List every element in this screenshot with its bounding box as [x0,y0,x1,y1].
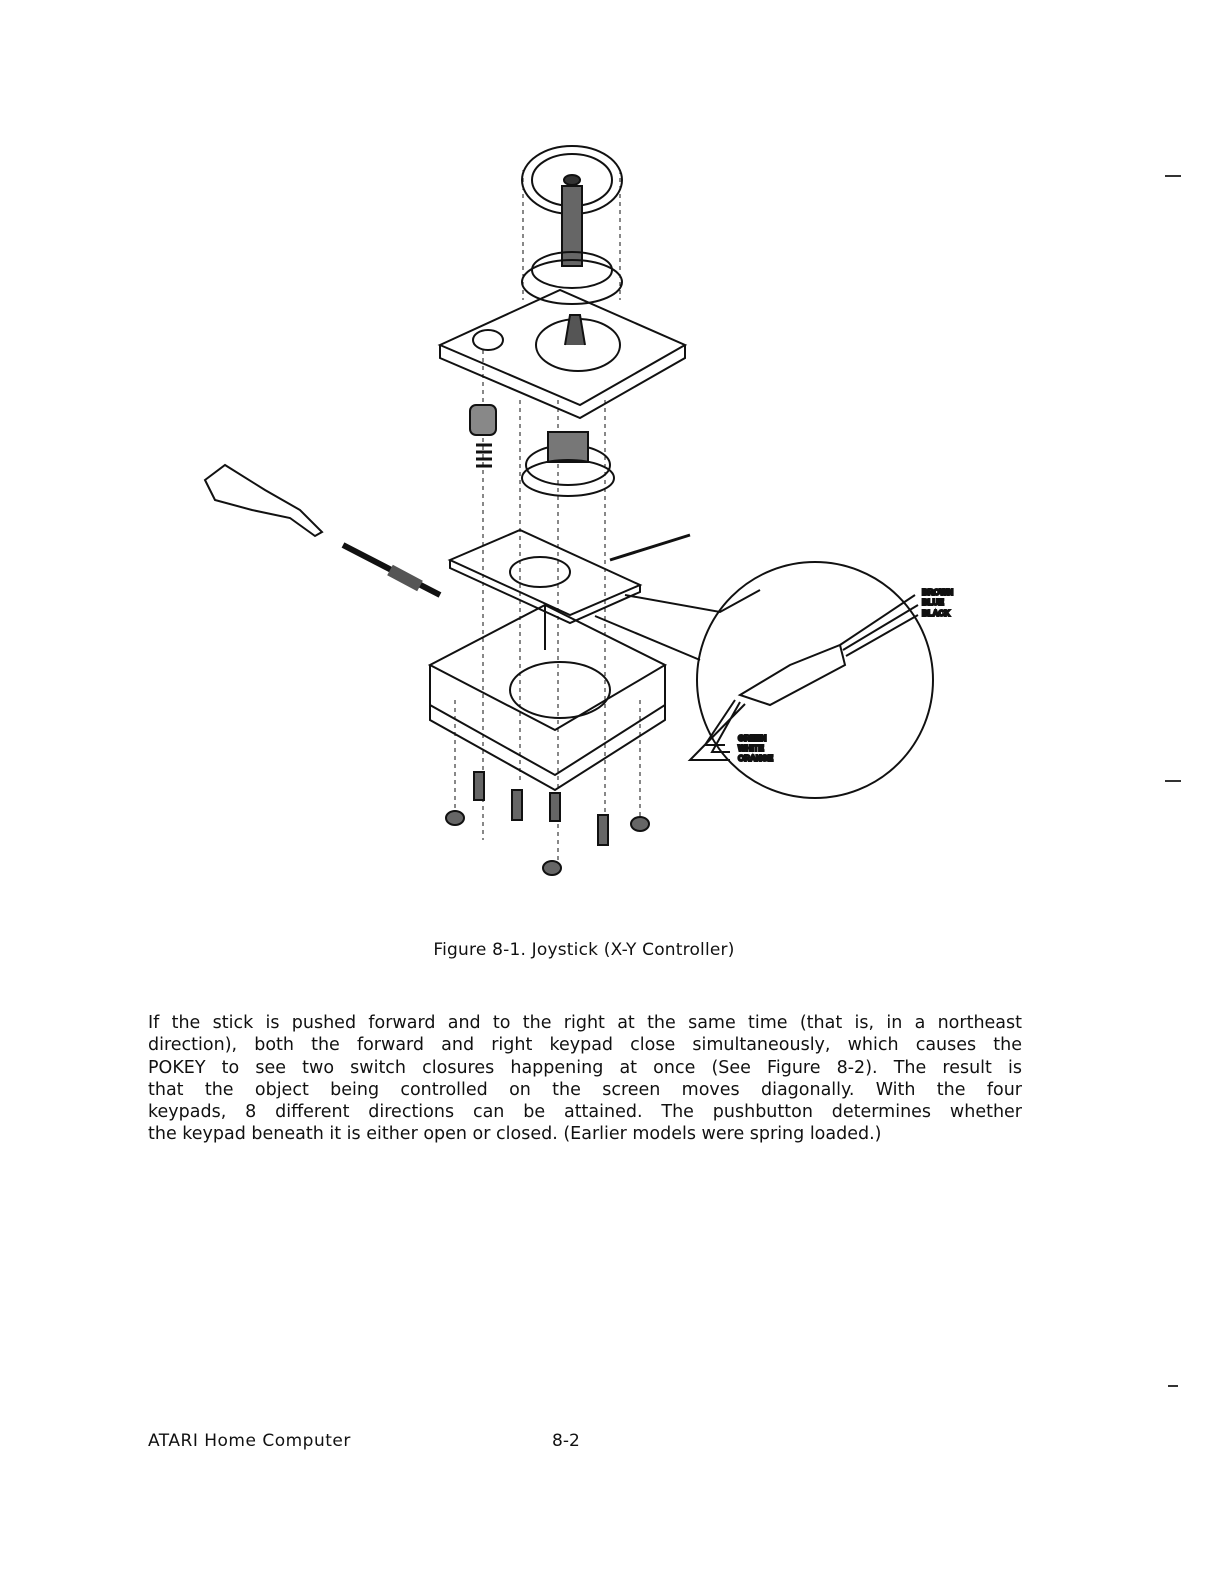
assembly-guide-lines [455,170,640,870]
scan-mark [1165,175,1181,177]
pivot-gear [522,432,614,496]
cable-plug [205,465,440,595]
scan-mark [1165,780,1181,782]
wire-label-orange: ORANGE [738,754,774,763]
top-plate [440,290,685,418]
screws-and-feet [446,772,649,875]
wire-label-green: GREEN [738,734,767,743]
figure-caption: Figure 8-1. Joystick (X-Y Controller) [433,940,735,960]
paragraph-line: If the stick is pushed forward and to the right at the same time (that is, in a northeast [148,1013,1022,1033]
page-number: 8-2 [552,1431,580,1451]
wire-label-white: WHITE [738,744,764,753]
wire-label-brown: BROWN [922,588,954,597]
switch-detail-callout [595,562,953,798]
joystick-handle [522,146,622,304]
paragraph-line: POKEY to see two switch closures happening at once (See Figure 8-2). The result is [148,1057,1022,1078]
paragraph-line: that the object being controlled on the screen moves diagonally. With the four [148,1079,1022,1100]
paragraph-line: the keypad beneath it is either open or closed. (Earlier models were spring loaded.) [148,1124,882,1145]
body-paragraph [148,1012,1022,1146]
base-housing [430,605,665,790]
footer-title: ATARI Home Computer [148,1431,351,1451]
scan-mark [1168,1385,1178,1387]
paragraph-line: direction), both the forward and right keypad close simultaneously, which causes the [148,1035,1022,1056]
wire-label-blue: BLUE [922,598,944,607]
wire-label-black: BLACK [922,609,950,618]
paragraph-line: keypads, 8 different directions can be attained. The pushbutton determines whether [148,1102,1022,1123]
circuit-board [450,530,690,623]
